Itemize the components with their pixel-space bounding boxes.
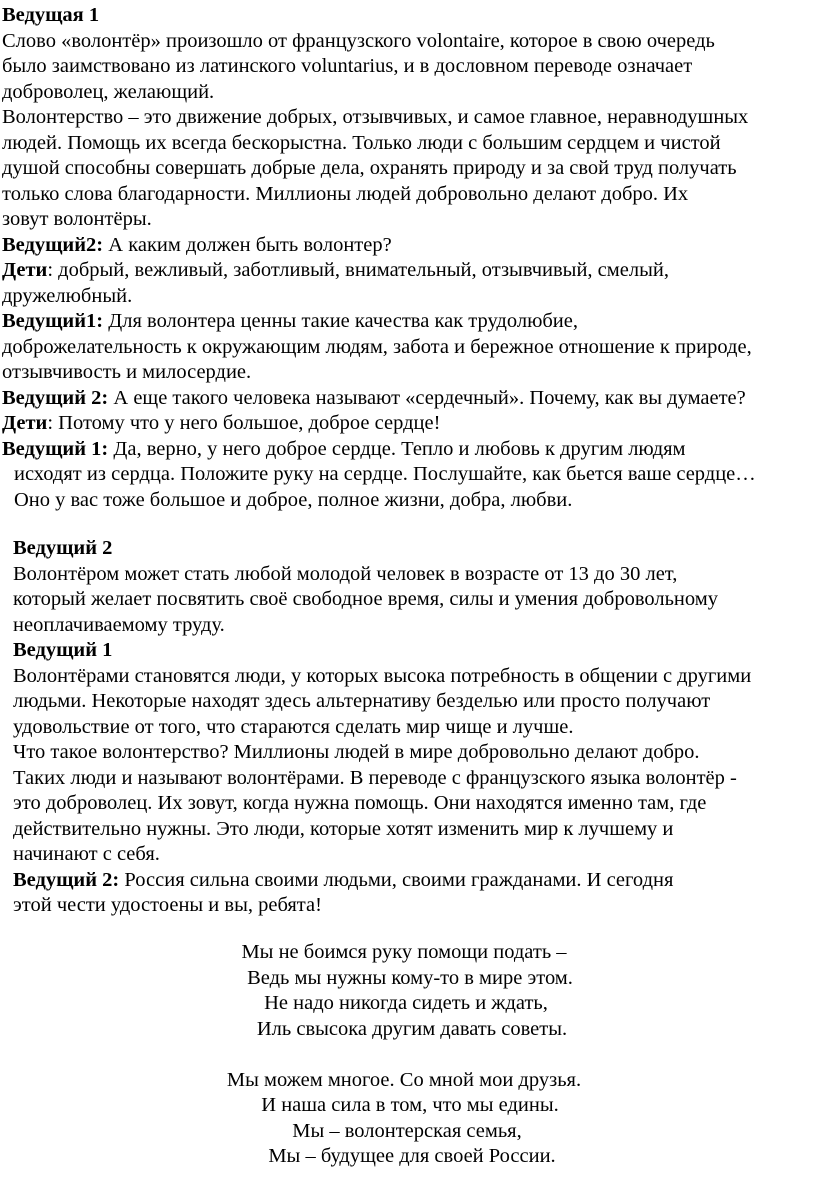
poem-line: И наша сила в том, что мы едины.	[261, 1094, 559, 1116]
dialogue-text: : добрый, вежливый, заботливый, внимательный, отзывчивый, смелый,	[47, 259, 669, 281]
dialogue-text: Для волонтера ценны такие качества как трудолюбие,	[103, 310, 579, 332]
text-line: Что такое волонтерство? Миллионы людей в мире добровольно делают добро.	[13, 741, 700, 763]
text-line: зовут волонтёры.	[2, 208, 152, 230]
dialogue-text: А еще такого человека называют «сердечный». Почему, как вы думаете?	[108, 386, 746, 409]
poem-line: Ведь мы нужны кому-то в мире этом.	[247, 966, 573, 989]
speaker-heading: Ведущий 2	[13, 537, 113, 559]
dialogue-line	[2, 411, 756, 437]
speaker-label: Ведущий 1:	[2, 437, 109, 460]
poem-line: Мы – волонтерская семья,	[292, 1119, 522, 1142]
poem-line: Иль свысока другим давать советы.	[256, 1017, 568, 1040]
poem-line: Мы можем многое. Со мной мои друзья.	[226, 1068, 582, 1091]
speaker-label: Ведущий2:	[2, 233, 104, 256]
stanza-gap	[0, 1042, 816, 1068]
text-line: только слова благодарности. Миллионы людей добровольно делают добро. Их	[2, 182, 689, 205]
poem-line: Мы не боимся руку помощи подать –	[241, 941, 567, 963]
dialogue-text: Да, верно, у него доброе сердце. Тепло и любовь к другим людям	[108, 437, 686, 460]
text-line: Волонтёрами становятся люди, у которых высока потребность в общении с другими	[13, 664, 752, 687]
speaker-label: Ведущий 2:	[13, 868, 120, 891]
text-line: отзывчивость и милосердие.	[2, 361, 252, 383]
text-line: душой способны совершать добрые дела, охранять природу и за свой труд получать	[2, 157, 737, 179]
speaker-heading: Ведущий 1	[13, 639, 113, 661]
text-line: Слово «волонтёр» произошло от французского volontaire, которое в свою очередь	[2, 29, 715, 52]
text-line: людей. Помощь их всегда бескорыстна. Только люди с большим сердцем и чистой	[2, 131, 721, 154]
text-line: Волонтерство – это движение добрых, отзывчивых, и самое главное, неравнодушных	[2, 106, 749, 128]
speaker-heading: Ведущая 1	[2, 4, 100, 26]
dialogue-text: : Потому что у него большое, доброе сердце!	[47, 412, 441, 434]
dialogue-text: Россия сильна своими людьми, своими гражданами. И сегодня	[119, 868, 674, 891]
text-line: людьми. Некоторые находят здесь альтернативу безделью или просто получают	[13, 690, 711, 712]
dialogue-text: А каким должен быть волонтер?	[103, 233, 392, 256]
text-line: доброволец, желающий.	[2, 80, 215, 103]
text-line: Таких люди и называют волонтёрами. В переводе с французского языка волонтёр -	[13, 766, 737, 789]
text-line: Оно у вас тоже большое и доброе, полное жизни, добра, любви.	[14, 488, 573, 511]
speaker-label: Ведущий1:	[2, 310, 104, 332]
intro-block	[2, 3, 756, 513]
dialogue-line	[2, 258, 756, 284]
text-line: доброжелательность к окружающим людям, забота и бережное отношение к природе,	[2, 335, 752, 358]
dialogue-line	[2, 233, 756, 259]
dialogue-line	[2, 386, 756, 412]
dialogue-line	[13, 868, 751, 894]
text-line: Волонтёром может стать любой молодой человек в возрасте от 13 до 30 лет,	[13, 562, 678, 585]
poem	[0, 940, 816, 1170]
poem-line: Мы – будущее для своей России.	[268, 1145, 556, 1167]
poem-line: Не надо никогда сидеть и ждать,	[264, 992, 548, 1014]
host2-block	[13, 536, 751, 919]
speaker-label: Дети	[2, 259, 48, 281]
dialogue-line	[2, 309, 756, 335]
text-line: неоплачиваемому труду.	[13, 613, 225, 636]
poem-stanza-2	[0, 1068, 816, 1170]
text-line: это доброволец. Их зовут, когда нужна помощь. Они находятся именно там, где	[13, 792, 707, 814]
text-line: было заимствовано из латинского voluntarius, и в дословном переводе означает	[2, 55, 693, 77]
text-line: удовольствие от того, что стараются сделать мир чище и лучше.	[13, 715, 574, 738]
speaker-label: Ведущий 2:	[2, 386, 109, 409]
poem-stanza-1	[0, 940, 816, 1042]
text-line: этой чести удостоены и вы, ребята!	[13, 894, 322, 916]
text-line: исходят из сердца. Положите руку на сердце. Послушайте, как бьется ваше сердце…	[14, 463, 756, 485]
text-line: начинают с себя.	[13, 843, 160, 865]
text-line: действительно нужны. Это люди, которые хотят изменить мир к лучшему и	[13, 817, 674, 840]
text-line: дружелюбный.	[2, 284, 133, 307]
text-line: который желает посвятить своё свободное время, силы и умения добровольному	[13, 588, 718, 610]
speaker-label: Дети	[2, 412, 48, 434]
dialogue-line	[2, 437, 756, 463]
